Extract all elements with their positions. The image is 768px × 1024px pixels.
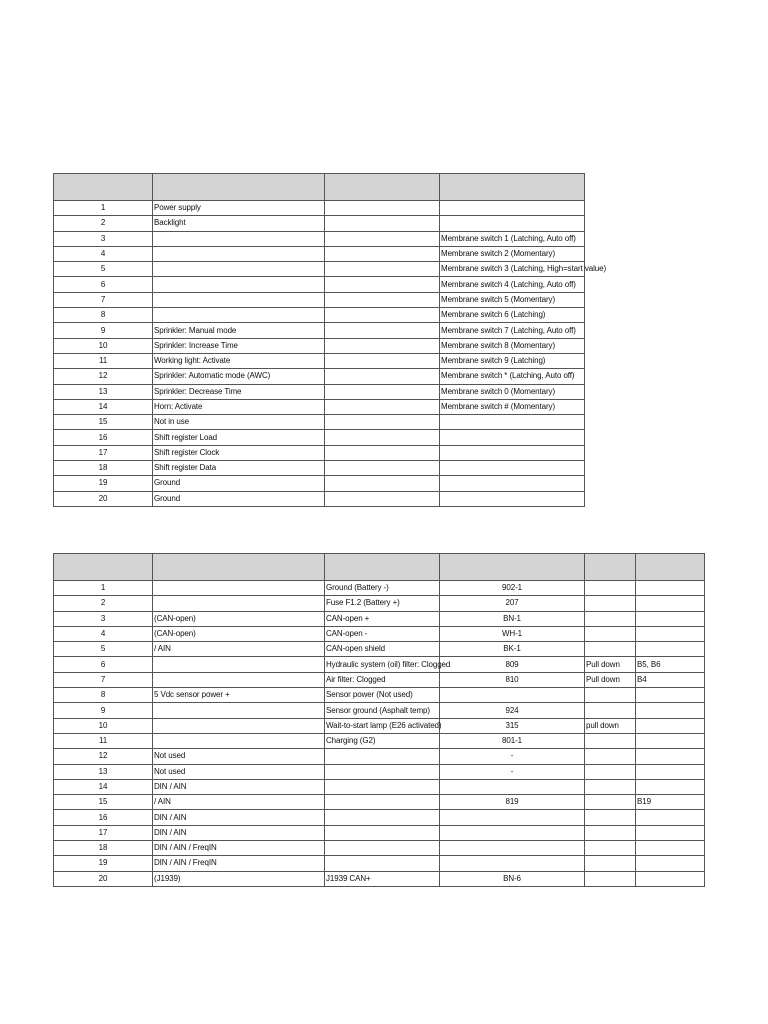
table-row	[54, 733, 705, 748]
cell-c: Membrane switch 5 (Momentary)	[440, 292, 585, 307]
cell-n: 13	[54, 384, 153, 399]
cell-a	[153, 657, 325, 672]
cell-n: 13	[54, 764, 153, 779]
cell-a	[153, 596, 325, 611]
table-row	[54, 672, 705, 687]
table-row	[54, 445, 585, 460]
table-row	[54, 292, 585, 307]
cell-c	[440, 688, 585, 703]
cell-d	[585, 795, 636, 810]
cell-n: 18	[54, 461, 153, 476]
cell-c	[440, 810, 585, 825]
cell-n: 19	[54, 476, 153, 491]
cell-a: Working light: Activate	[153, 353, 325, 368]
cell-b	[325, 415, 440, 430]
cell-n: 8	[54, 688, 153, 703]
cell-n: 12	[54, 369, 153, 384]
cell-c	[440, 201, 585, 216]
cell-n: 4	[54, 246, 153, 261]
cell-n: 9	[54, 703, 153, 718]
cell-b	[325, 445, 440, 460]
cell-e	[636, 810, 705, 825]
table-row	[54, 216, 585, 231]
membrane-switch-pin-table	[53, 173, 607, 507]
cell-n: 18	[54, 841, 153, 856]
cell-n: 1	[54, 201, 153, 216]
cell-b	[325, 461, 440, 476]
table-row	[54, 642, 705, 657]
cell-a: Shift register Clock	[153, 445, 325, 460]
cell-n: 5	[54, 642, 153, 657]
cell-d	[585, 764, 636, 779]
cell-c: 924	[440, 703, 585, 718]
cell-c: 207	[440, 596, 585, 611]
cell-c: Membrane switch 3 (Latching, High=start value)	[440, 262, 585, 277]
table-row	[54, 384, 585, 399]
cell-c	[440, 415, 585, 430]
cell-b	[325, 246, 440, 261]
cell-a	[153, 292, 325, 307]
cell-n: 5	[54, 262, 153, 277]
table2-header-cell	[153, 554, 325, 581]
cell-n: 11	[54, 733, 153, 748]
table2-header-row	[54, 554, 705, 581]
table-row	[54, 308, 585, 323]
table-row	[54, 201, 585, 216]
cell-n: 16	[54, 430, 153, 445]
cell-a	[153, 733, 325, 748]
cell-n: 8	[54, 308, 153, 323]
table-row	[54, 871, 705, 886]
table-row	[54, 399, 585, 414]
table-row	[54, 718, 705, 733]
cell-n: 9	[54, 323, 153, 338]
cell-b: Charging (G2)	[325, 733, 440, 748]
cell-c: Membrane switch 7 (Latching, Auto off)	[440, 323, 585, 338]
table-row	[54, 323, 585, 338]
cell-b: CAN-open shield	[325, 642, 440, 657]
cell-b: J1939 CAN+	[325, 871, 440, 886]
cell-e: B4	[636, 672, 705, 687]
cell-n: 6	[54, 277, 153, 292]
cell-d: pull down	[585, 718, 636, 733]
table-row	[54, 461, 585, 476]
cell-d	[585, 779, 636, 794]
cell-a: Sprinkler: Manual mode	[153, 323, 325, 338]
cell-b: Fuse F1.2 (Battery +)	[325, 596, 440, 611]
cell-b	[325, 856, 440, 871]
cell-d	[585, 581, 636, 596]
cell-n: 6	[54, 657, 153, 672]
table2-body	[54, 581, 705, 887]
cell-a	[153, 308, 325, 323]
table-row	[54, 277, 585, 292]
cell-a: DIN / AIN / FreqIN	[153, 856, 325, 871]
cell-e	[636, 626, 705, 641]
cell-e	[636, 733, 705, 748]
cell-c: Membrane switch 8 (Momentary)	[440, 338, 585, 353]
cell-d	[585, 596, 636, 611]
cell-c	[440, 430, 585, 445]
cell-d	[585, 611, 636, 626]
cell-e: B19	[636, 795, 705, 810]
cell-a: Not in use	[153, 415, 325, 430]
table2-header-cell	[54, 554, 153, 581]
cell-n: 20	[54, 491, 153, 506]
table-row	[54, 596, 705, 611]
cell-c: 315	[440, 718, 585, 733]
cell-c	[440, 216, 585, 231]
cell-a: Power supply	[153, 201, 325, 216]
table-row	[54, 581, 705, 596]
cell-c: 819	[440, 795, 585, 810]
cell-n: 11	[54, 353, 153, 368]
cell-n: 10	[54, 718, 153, 733]
table-row	[54, 246, 585, 261]
cell-b	[325, 292, 440, 307]
cell-a	[153, 718, 325, 733]
cell-c	[440, 841, 585, 856]
table-row	[54, 657, 705, 672]
cell-d	[585, 810, 636, 825]
cell-d	[585, 688, 636, 703]
cell-a: (CAN-open)	[153, 626, 325, 641]
cell-c: Membrane switch 2 (Momentary)	[440, 246, 585, 261]
table-row	[54, 415, 585, 430]
table-row	[54, 369, 585, 384]
cell-e	[636, 871, 705, 886]
cell-n: 19	[54, 856, 153, 871]
cell-a	[153, 672, 325, 687]
cell-a	[153, 231, 325, 246]
cell-e	[636, 581, 705, 596]
cell-c	[440, 856, 585, 871]
table1-header-cell	[54, 174, 153, 201]
cell-a: Horn: Activate	[153, 399, 325, 414]
cell-d	[585, 871, 636, 886]
cell-b	[325, 231, 440, 246]
table-row	[54, 262, 585, 277]
cell-b	[325, 764, 440, 779]
cell-a: (CAN-open)	[153, 611, 325, 626]
cell-b	[325, 779, 440, 794]
cell-n: 3	[54, 231, 153, 246]
connector-pin-table	[53, 553, 705, 887]
cell-c: BN-6	[440, 871, 585, 886]
cell-b	[325, 262, 440, 277]
table-row	[54, 841, 705, 856]
cell-a: DIN / AIN	[153, 825, 325, 840]
cell-b: Hydraulic system (oil) filter: Clogged	[325, 657, 440, 672]
cell-b	[325, 353, 440, 368]
cell-a: Ground	[153, 476, 325, 491]
cell-a: DIN / AIN / FreqIN	[153, 841, 325, 856]
cell-e	[636, 749, 705, 764]
cell-d: Pull down	[585, 657, 636, 672]
cell-b: CAN-open -	[325, 626, 440, 641]
cell-n: 4	[54, 626, 153, 641]
table-row	[54, 491, 585, 506]
cell-c: -	[440, 764, 585, 779]
cell-d	[585, 642, 636, 657]
cell-n: 16	[54, 810, 153, 825]
table-row	[54, 856, 705, 871]
cell-c: BK-1	[440, 642, 585, 657]
cell-a: Shift register Data	[153, 461, 325, 476]
table-row	[54, 825, 705, 840]
table1-body	[54, 201, 607, 507]
cell-a	[153, 262, 325, 277]
cell-n: 14	[54, 399, 153, 414]
table-row	[54, 430, 585, 445]
cell-b: Wait-to-start lamp (E26 activated)	[325, 718, 440, 733]
table-row	[54, 688, 705, 703]
table-row	[54, 476, 585, 491]
cell-n: 7	[54, 672, 153, 687]
cell-e	[636, 688, 705, 703]
cell-b: Ground (Battery -)	[325, 581, 440, 596]
cell-c: -	[440, 749, 585, 764]
cell-c	[440, 445, 585, 460]
cell-c: 902-1	[440, 581, 585, 596]
cell-n: 12	[54, 749, 153, 764]
cell-b: CAN-open +	[325, 611, 440, 626]
cell-c: Membrane switch 1 (Latching, Auto off)	[440, 231, 585, 246]
cell-b	[325, 201, 440, 216]
cell-b	[325, 216, 440, 231]
cell-c: Membrane switch 4 (Latching, Auto off)	[440, 277, 585, 292]
cell-a: Backlight	[153, 216, 325, 231]
table-row	[54, 231, 585, 246]
cell-b	[325, 825, 440, 840]
cell-b	[325, 795, 440, 810]
cell-b: Sensor power (Not used)	[325, 688, 440, 703]
table-row	[54, 764, 705, 779]
cell-a	[153, 703, 325, 718]
cell-e	[636, 611, 705, 626]
table2-header-cell	[585, 554, 636, 581]
cell-b	[325, 384, 440, 399]
cell-a	[153, 581, 325, 596]
cell-d	[585, 733, 636, 748]
cell-c: BN-1	[440, 611, 585, 626]
cell-a: DIN / AIN	[153, 810, 325, 825]
cell-c: Membrane switch 6 (Latching)	[440, 308, 585, 323]
cell-d	[585, 626, 636, 641]
cell-n: 1	[54, 581, 153, 596]
table1-header-cell	[440, 174, 585, 201]
cell-n: 2	[54, 216, 153, 231]
table-row	[54, 810, 705, 825]
table1-header-cell	[325, 174, 440, 201]
cell-n: 10	[54, 338, 153, 353]
table1-header-cell	[153, 174, 325, 201]
table-row	[54, 703, 705, 718]
cell-b: Air filter: Clogged	[325, 672, 440, 687]
cell-e	[636, 642, 705, 657]
cell-e: B5, B6	[636, 657, 705, 672]
cell-a	[153, 246, 325, 261]
table-row	[54, 779, 705, 794]
cell-b	[325, 491, 440, 506]
cell-d	[585, 856, 636, 871]
cell-n: 14	[54, 779, 153, 794]
cell-n: 17	[54, 825, 153, 840]
cell-a: Shift register Load	[153, 430, 325, 445]
cell-a: (J1939)	[153, 871, 325, 886]
cell-b	[325, 323, 440, 338]
cell-b	[325, 476, 440, 491]
cell-b	[325, 369, 440, 384]
cell-n: 15	[54, 415, 153, 430]
cell-a: Sprinkler: Automatic mode (AWC)	[153, 369, 325, 384]
cell-e	[636, 764, 705, 779]
cell-c: Membrane switch # (Momentary)	[440, 399, 585, 414]
cell-e	[636, 841, 705, 856]
cell-e	[636, 825, 705, 840]
cell-a: Sprinkler: Decrease Time	[153, 384, 325, 399]
cell-n: 17	[54, 445, 153, 460]
cell-a	[153, 277, 325, 292]
cell-c: Membrane switch 0 (Momentary)	[440, 384, 585, 399]
cell-a: Not used	[153, 764, 325, 779]
cell-a: Ground	[153, 491, 325, 506]
cell-b	[325, 308, 440, 323]
cell-a: / AIN	[153, 642, 325, 657]
cell-n: 15	[54, 795, 153, 810]
cell-e	[636, 596, 705, 611]
table2-header-cell	[325, 554, 440, 581]
cell-n: 20	[54, 871, 153, 886]
cell-b	[325, 399, 440, 414]
cell-d	[585, 749, 636, 764]
cell-c	[440, 779, 585, 794]
cell-e	[636, 718, 705, 733]
cell-b	[325, 277, 440, 292]
cell-a: DIN / AIN	[153, 779, 325, 794]
cell-a: 5 Vdc sensor power +	[153, 688, 325, 703]
cell-c: 810	[440, 672, 585, 687]
cell-c	[440, 825, 585, 840]
cell-c	[440, 476, 585, 491]
table-row	[54, 749, 705, 764]
cell-a: / AIN	[153, 795, 325, 810]
cell-e	[636, 779, 705, 794]
cell-b	[325, 841, 440, 856]
cell-b	[325, 810, 440, 825]
cell-b: Sensor ground (Asphalt temp)	[325, 703, 440, 718]
cell-d	[585, 703, 636, 718]
table-row	[54, 626, 705, 641]
table1-header-row	[54, 174, 585, 201]
cell-e	[636, 703, 705, 718]
cell-b	[325, 338, 440, 353]
table-row	[54, 795, 705, 810]
cell-d	[585, 825, 636, 840]
table-row	[54, 338, 585, 353]
cell-n: 7	[54, 292, 153, 307]
cell-c: WH-1	[440, 626, 585, 641]
cell-c: 809	[440, 657, 585, 672]
table2-header-cell	[440, 554, 585, 581]
cell-n: 2	[54, 596, 153, 611]
table-row	[54, 611, 705, 626]
cell-a: Sprinkler: Increase Time	[153, 338, 325, 353]
cell-c	[440, 491, 585, 506]
table2-header-cell	[636, 554, 705, 581]
cell-c: 801-1	[440, 733, 585, 748]
cell-b	[325, 430, 440, 445]
cell-a: Not used	[153, 749, 325, 764]
cell-c	[440, 461, 585, 476]
cell-d: Pull down	[585, 672, 636, 687]
cell-c: Membrane switch * (Latching, Auto off)	[440, 369, 585, 384]
cell-b	[325, 749, 440, 764]
cell-d	[585, 841, 636, 856]
cell-c: Membrane switch 9 (Latching)	[440, 353, 585, 368]
cell-n: 3	[54, 611, 153, 626]
table-row	[54, 353, 585, 368]
cell-e	[636, 856, 705, 871]
